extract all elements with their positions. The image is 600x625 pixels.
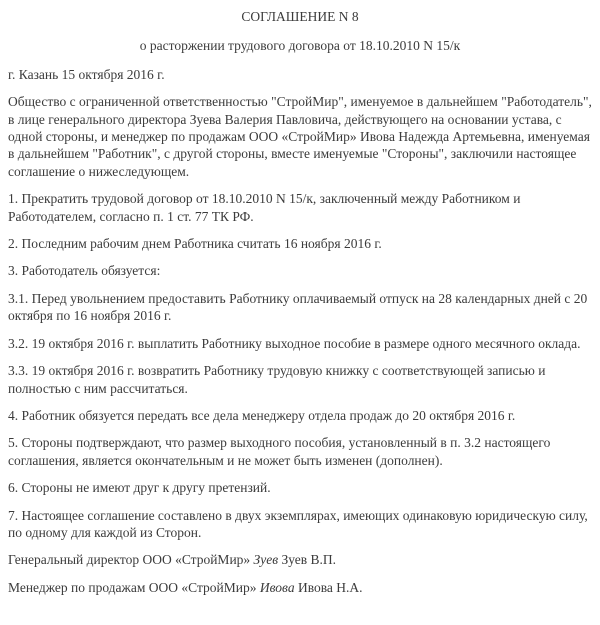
clause-2: 2. Последним рабочим днем Работника считать 16 ноября 2016 г. <box>8 236 382 252</box>
signature-director-label: Генеральный директор ООО «СтройМир» <box>8 552 251 568</box>
signature-manager-name: Ивова Н.А. <box>297 579 363 595</box>
preamble-paragraph: Общество с ограниченной ответственностью "СтройМир", именуемое в дальнейшем "Работодатель", в лице генерального директора Зуева Валерия Павловича, действующего на основании устава, с одной стороны, и менеджер по продажам ООО «СтройМир» Ивова Надежда Артемьевна, именуемая в дальнейшем "Работник", с другой стороны, вместе именуемые "Стороны", заключили настоящее соглашение о нижеследующем. <box>8 94 592 179</box>
document-title: СОГЛАШЕНИЕ N 8 <box>241 9 359 24</box>
signature-manager-autograph: Ивова <box>259 579 295 595</box>
clause-3-1: 3.1. Перед увольнением предоставить Работнику оплачиваемый отпуск на 28 календарных дней с 20 октября по 16 ноября 2016 г. <box>8 290 588 324</box>
signature-manager-label: Менеджер по продажам ООО «СтройМир» <box>8 579 257 595</box>
clause-7: 7. Настоящее соглашение составлено в двух экземплярах, имеющих одинаковую юридическую силу, по одному для каждой из Сторон. <box>8 507 588 540</box>
signature-director-name: Зуев В.П. <box>281 552 337 568</box>
document-subtitle: о расторжении трудового договора от 18.10.2010 N 15/к <box>139 38 461 54</box>
signature-director-autograph: Зуев <box>253 552 279 568</box>
clause-4: 4. Работник обязуется передать все дела менеджеру отдела продаж до 20 октября 2016 г. <box>8 407 516 423</box>
clause-3: 3. Работодатель обязуется: <box>8 263 161 279</box>
signature-line-manager <box>8 579 592 596</box>
clause-6: 6. Стороны не имеют друг к другу претензий. <box>8 480 271 496</box>
place-and-date: г. Казань 15 октября 2016 г. <box>8 66 165 82</box>
clause-1: 1. Прекратить трудовой договор от 18.10.2010 N 15/к, заключенный между Работником и Работодателем, согласно п. 1 ст. 77 ТК РФ. <box>8 191 521 224</box>
clause-3-2: 3.2. 19 октября 2016 г. выплатить Работнику выходное пособие в размере одного месячного оклада. <box>8 335 581 351</box>
clause-5: 5. Стороны подтверждают, что размер выходного пособия, установленный в п. 3.2 настоящего соглашения, является окончательным и не может быть изменен (дополнен). <box>8 435 551 468</box>
signature-line-director <box>8 551 592 568</box>
clause-3-3: 3.3. 19 октября 2016 г. возвратить Работнику трудовую книжку с соответствующей записью и полностью с ним рассчитаться. <box>8 363 546 396</box>
